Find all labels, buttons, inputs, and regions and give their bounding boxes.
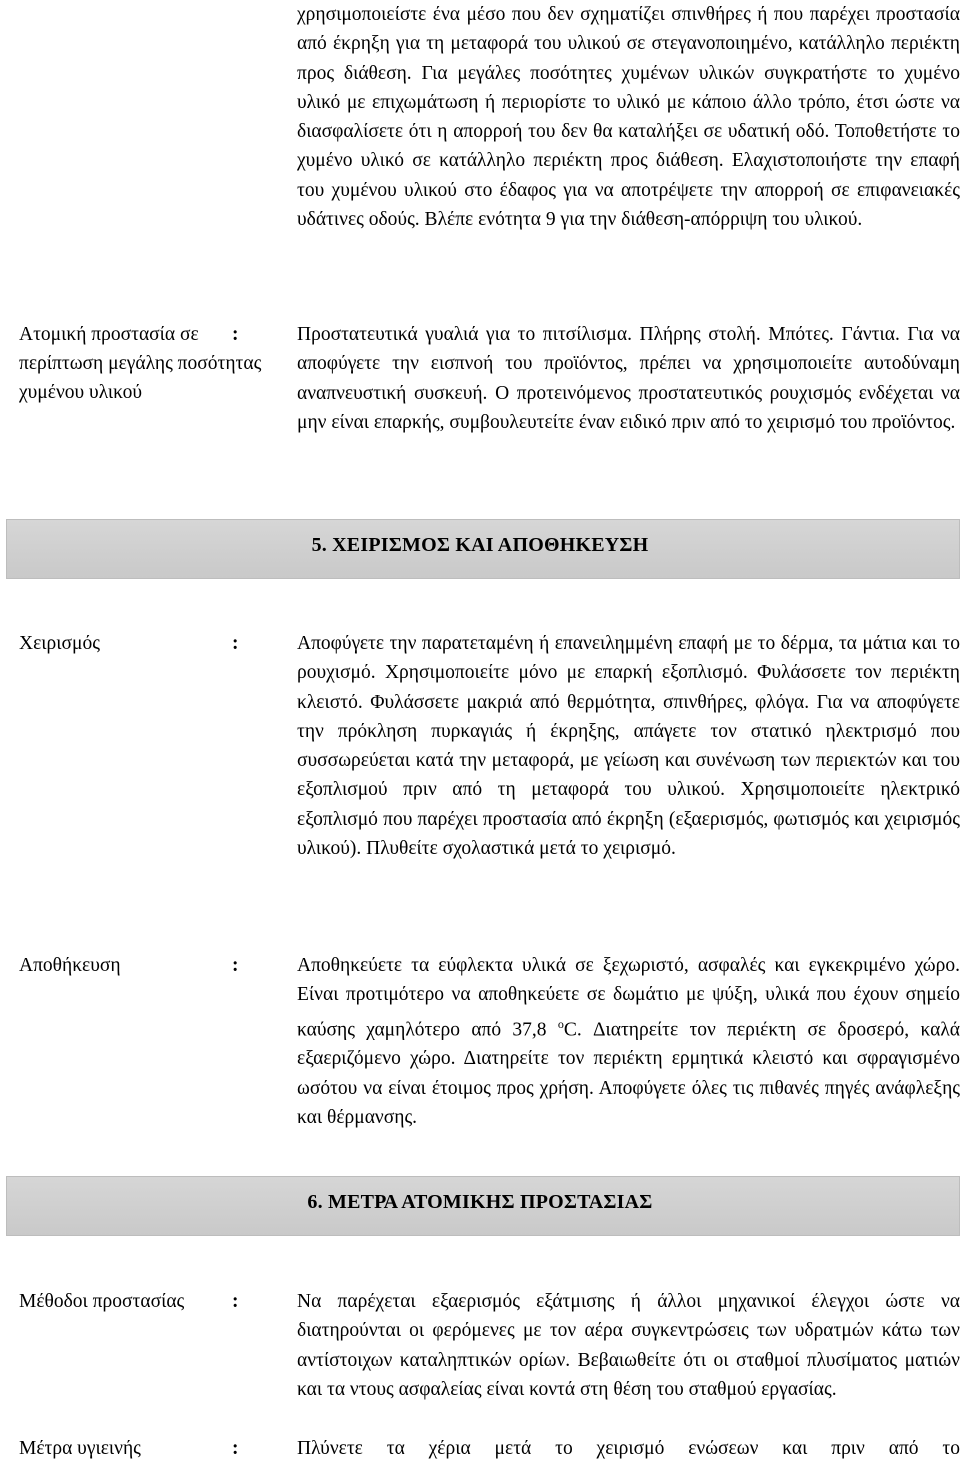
storage-label: Αποθήκευση: [19, 955, 121, 976]
protection-methods-text: Να παρέχεται εξαερισμός εξάτμισης ή άλλοι μηχανικοί έλεγχοι ώστε να διατηρούνται οι φερόμενες με τον αέρα συγκεντρώσεις των υδρατμών κάτω των αντίστοιχων καταληπτικών ορίων. Βεβαιωθείτε ότι οι σταθμοί πλυσίματος ματιών και τα ντους ασφαλείας είναι κοντά στη θέση του σταθμού εργασίας.: [297, 1291, 960, 1400]
degree-superscript: o: [557, 1016, 564, 1031]
storage-text: [297, 951, 960, 1132]
protection-methods-label: Μέθοδοι προστασίας: [19, 1291, 185, 1312]
personal-protection-text: Προστατευτικά γυαλιά για το πιτσίλισμα. Πλήρης στολή. Μπότες. Γάντια. Για να αποφύγετε την εισπνοή του προϊόντος, πρέπει να χρησιμοποιείτε αυτοδύναμη αναπνευστική συσκευή. Ο προτεινόμενος προστατευτικός ρουχισμός ενδέχεται να μην είναι επαρκής, συμβουλευτείτε έναν ειδικό πριν από το χειρισμό του προϊόντος.: [297, 324, 960, 433]
handling-label: Χειρισμός: [19, 633, 100, 654]
hygiene-measures-label: Μέτρα υγιεινής: [19, 1438, 141, 1459]
handling-text: Αποφύγετε την παρατεταμένη ή επανειλημμένη επαφή με το δέρμα, τα μάτια και το ρουχισμό. Χρησιμοποιείτε μόνο με επαρκή εξοπλισμό. Φυλάσσετε τον περιέκτη κλειστό. Φυλάσσετε μακριά από θερμότητα, σπινθήρες, φλόγα. Για να αποφύγετε την πρόκληση πυρκαγιάς ή έκρηξης, απάγετε τον στατικό ηλεκτρισμό που συσσωρεύεται κατά την μεταφορά, με γείωση και συνένωση των περιεκτών και του εξοπλισμού πριν από τη μεταφορά του υλικού. Χρησιμοποιείτε ηλεκτρικό εξοπλισμό που παρέχει προστασία από έκρηξη (εξαερισμός, φωτισμός και χειρισμός υλικού). Πλυθείτε σχολαστικά μετά το χειρισμό.: [297, 633, 960, 860]
storage-text-after: C. Διατηρείτε τον περιέκτη σε δροσερό, καλά εξαεριζόμενο χώρο. Διατηρείτε τον περιέκτη ερμητικά κλειστό και σφραγισμένο ωσότου να είναι έτοιμος προς χρήση. Αποφύγετε όλες τις πιθανές πηγές ανάφλεξης και θέρμανσης.: [297, 1019, 960, 1128]
protection-methods-colon: :: [232, 1291, 239, 1312]
personal-protection-colon: :: [232, 324, 239, 345]
section-5-title: 5. ΧΕΙΡΙΣΜΟΣ ΚΑΙ ΑΠΟΘΗΚΕΥΣΗ: [311, 534, 649, 556]
handling-colon: :: [232, 633, 239, 654]
storage-text-before: Αποθηκεύετε τα εύφλεκτα υλικά σε ξεχωριστό, ασφαλές και εγκεκριμένο χώρο. Είναι προτιμότερο να αποθηκεύετε σε δωμάτιο με ψύξη, υλικά που έχουν σημείο καύσης χαμηλότερο από 37,8: [297, 955, 960, 1041]
hygiene-measures-colon: :: [232, 1438, 239, 1459]
section-6-title: 6. ΜΕΤΡΑ ΑΤΟΜΙΚΗΣ ΠΡΟΣΤΑΣΙΑΣ: [307, 1191, 653, 1213]
personal-protection-label: Ατομική προστασία σε περίπτωση μεγάλης ποσότητας χυμένου υλικού: [19, 324, 262, 403]
hygiene-measures-text: Πλύνετε τα χέρια μετά το χειρισμό ενώσεων και πριν από το: [297, 1438, 960, 1459]
storage-colon: :: [232, 955, 239, 976]
spill-continuation-text: χρησιμοποιείστε ένα μέσο που δεν σχηματίζει σπινθήρες ή που παρέχει προστασία από έκρηξη για τη μεταφορά του υλικού σε στεγανοποιημένο, κατάλληλο περιέκτη προς διάθεση. Για μεγάλες ποσότητες χυμένων υλικών συγκρατήστε το χυμένο υλικό με επιχωμάτωση ή περιορίστε το υλικό με κάποιο άλλο τρόπο, έτσι ώστε να διασφαλίσετε ότι η απορροή του δεν θα καταλήξει σε υδατική οδό. Τοποθετήστε το χυμένο υλικό σε κατάλληλο περιέκτη προς διάθεση. Ελαχιστοποιήστε την επαφή του χυμένου υλικού στο έδαφος για να αποτρέψετε την απορροή σε επιφανειακές υδάτινες οδούς. Βλέπε ενότητα 9 για την διάθεση-απόρριψη του υλικού.: [297, 4, 960, 231]
